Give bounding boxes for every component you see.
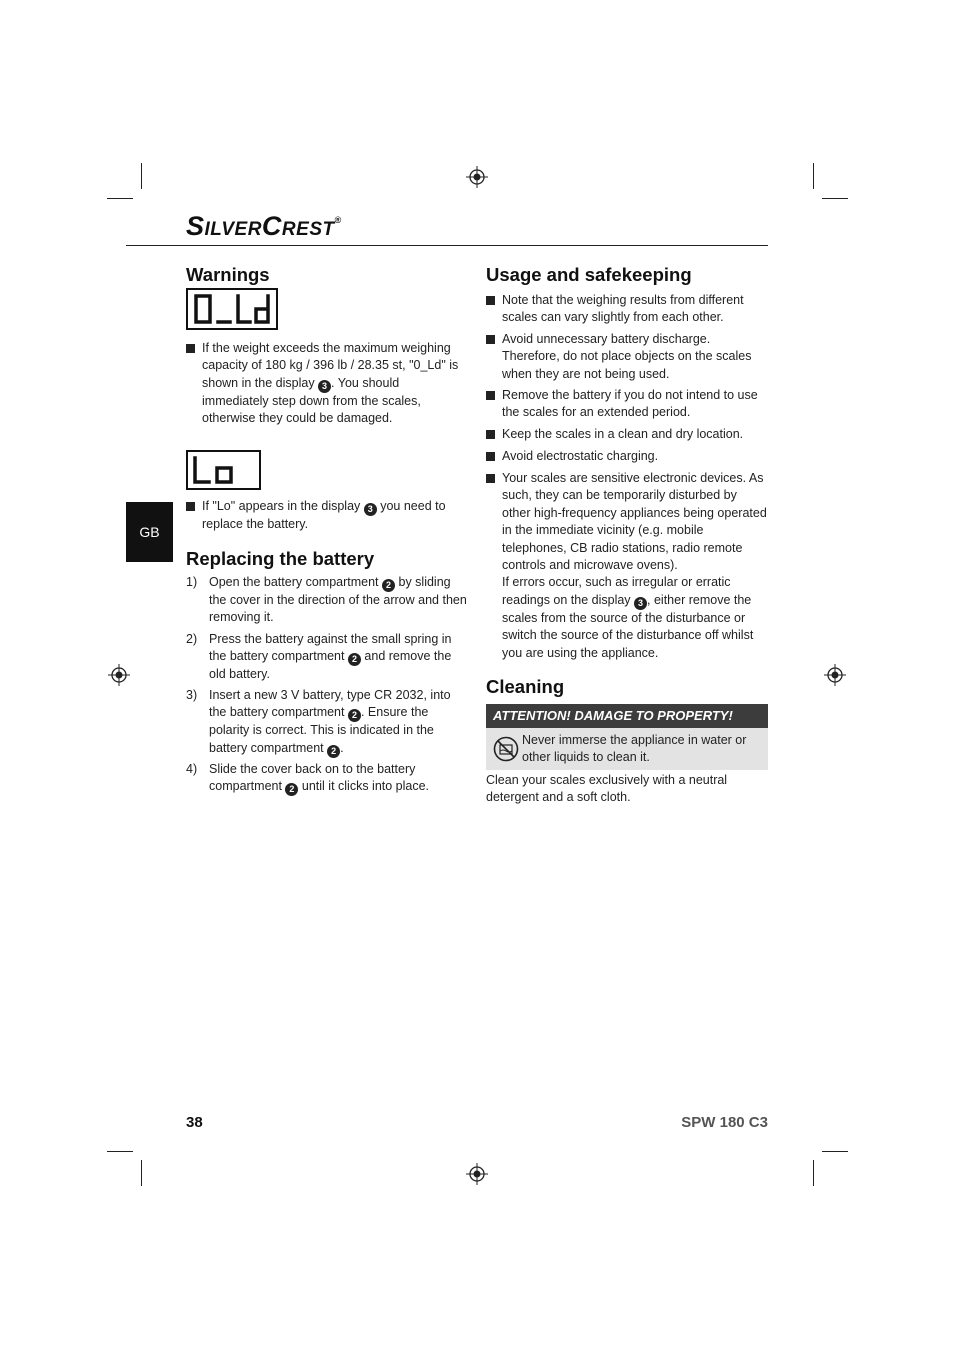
bullet-square — [486, 430, 495, 439]
usage-bullet: Note that the weighing results from different scales can vary slightly from each other. — [486, 292, 768, 327]
registration-mark-icon — [466, 1163, 488, 1185]
attention-text: Never immerse the appliance in water or other liquids to clean it. — [522, 733, 747, 765]
warning-overload-bullet: If the weight exceeds the maximum weighing capacity of 180 kg / 396 lb / 28.35 st, "0_Ld" is shown in the display 3 . You should immediately step down from the scales, otherwise they could be damaged. — [186, 340, 468, 428]
step-1: 1) Open the battery compartment 2 by sliding the cover in the direction of the arrow and then removing it. — [186, 575, 467, 625]
warnings-heading: Warnings — [186, 264, 270, 285]
step-4: 4) Slide the cover back on to the battery compartment 2 until it clicks into place. — [186, 762, 430, 795]
lcd-display-low — [186, 450, 261, 490]
no-immersion-icon — [493, 736, 519, 762]
bullet-square — [486, 474, 495, 483]
registration-mark-icon — [108, 664, 130, 686]
display-ref-badge: 3 — [318, 380, 331, 393]
compartment-ref-badge: 2 — [348, 653, 361, 666]
attention-banner: ATTENTION! DAMAGE TO PROPERTY! — [486, 704, 768, 728]
crop-mark — [107, 1151, 133, 1152]
compartment-ref-badge: 2 — [285, 783, 298, 796]
warning-low-bullet: If "Lo" appears in the display 3 you need to replace the battery. — [186, 498, 468, 533]
crop-mark — [813, 1160, 814, 1186]
crop-mark — [141, 163, 142, 189]
crop-mark — [822, 198, 848, 199]
registration-mark-icon — [824, 664, 846, 686]
lcd-low-glyphs — [188, 452, 259, 488]
cleaning-text: Clean your scales exclusively with a neutral detergent and a soft cloth. — [486, 773, 728, 805]
usage-bullet: Keep the scales in a clean and dry location. — [486, 426, 768, 443]
attention-box — [486, 728, 768, 770]
replacing-battery-heading: Replacing the battery — [186, 548, 375, 569]
header-rule — [126, 245, 768, 246]
page-number: 38 — [186, 1114, 203, 1131]
usage-bullet: Your scales are sensitive electronic devices. As such, they can be temporarily disturbed by other high-frequency appliances being operated in the immediate vicinity (e.g. mobile telephones, CB radio stations, radio remote controls and microwave ovens). If errors occur, such as irregular or erratic readings on the display 3 , either remove the scales from the source of the disturbance or switch the source of the disturbance off whilst you are using the appliance. — [486, 470, 768, 662]
compartment-ref-badge: 2 — [327, 745, 340, 758]
registration-mark-icon — [466, 166, 488, 188]
bullet-square — [186, 344, 195, 353]
crop-mark — [107, 198, 133, 199]
bullet-square — [486, 296, 495, 305]
display-ref-badge: 3 — [364, 503, 377, 516]
language-tab: GB — [126, 502, 173, 562]
usage-heading: Usage and safekeeping — [486, 264, 692, 285]
bullet-square — [486, 335, 495, 344]
lcd-display-overload — [186, 288, 278, 330]
usage-bullet: Avoid unnecessary battery discharge. Therefore, do not place objects on the scales when they are not being used. — [486, 331, 768, 383]
crop-mark — [822, 1151, 848, 1152]
step-2: 2) Press the battery against the small spring in the battery compartment 2 and remove the old battery. — [186, 632, 452, 682]
cleaning-heading: Cleaning — [486, 676, 565, 697]
step-3: 3) Insert a new 3 V battery, type CR 2032, into the battery compartment 2 . Ensure the polarity is correct. This is indicated in the battery compartment 2 . — [186, 688, 451, 756]
brand-logo: SILVERCREST® — [186, 211, 342, 241]
crop-mark — [141, 1160, 142, 1186]
bullet-square — [486, 452, 495, 461]
bullet-square — [186, 502, 195, 511]
compartment-ref-badge: 2 — [348, 709, 361, 722]
lcd-overload-glyphs — [188, 290, 276, 328]
crop-mark — [813, 163, 814, 189]
usage-bullet: Remove the battery if you do not intend to use the scales for an extended period. — [486, 387, 768, 422]
display-ref-badge: 3 — [634, 597, 647, 610]
model-number: SPW 180 C3 — [681, 1114, 768, 1131]
usage-bullet: Avoid electrostatic charging. — [486, 448, 768, 465]
compartment-ref-badge: 2 — [382, 579, 395, 592]
bullet-square — [486, 391, 495, 400]
